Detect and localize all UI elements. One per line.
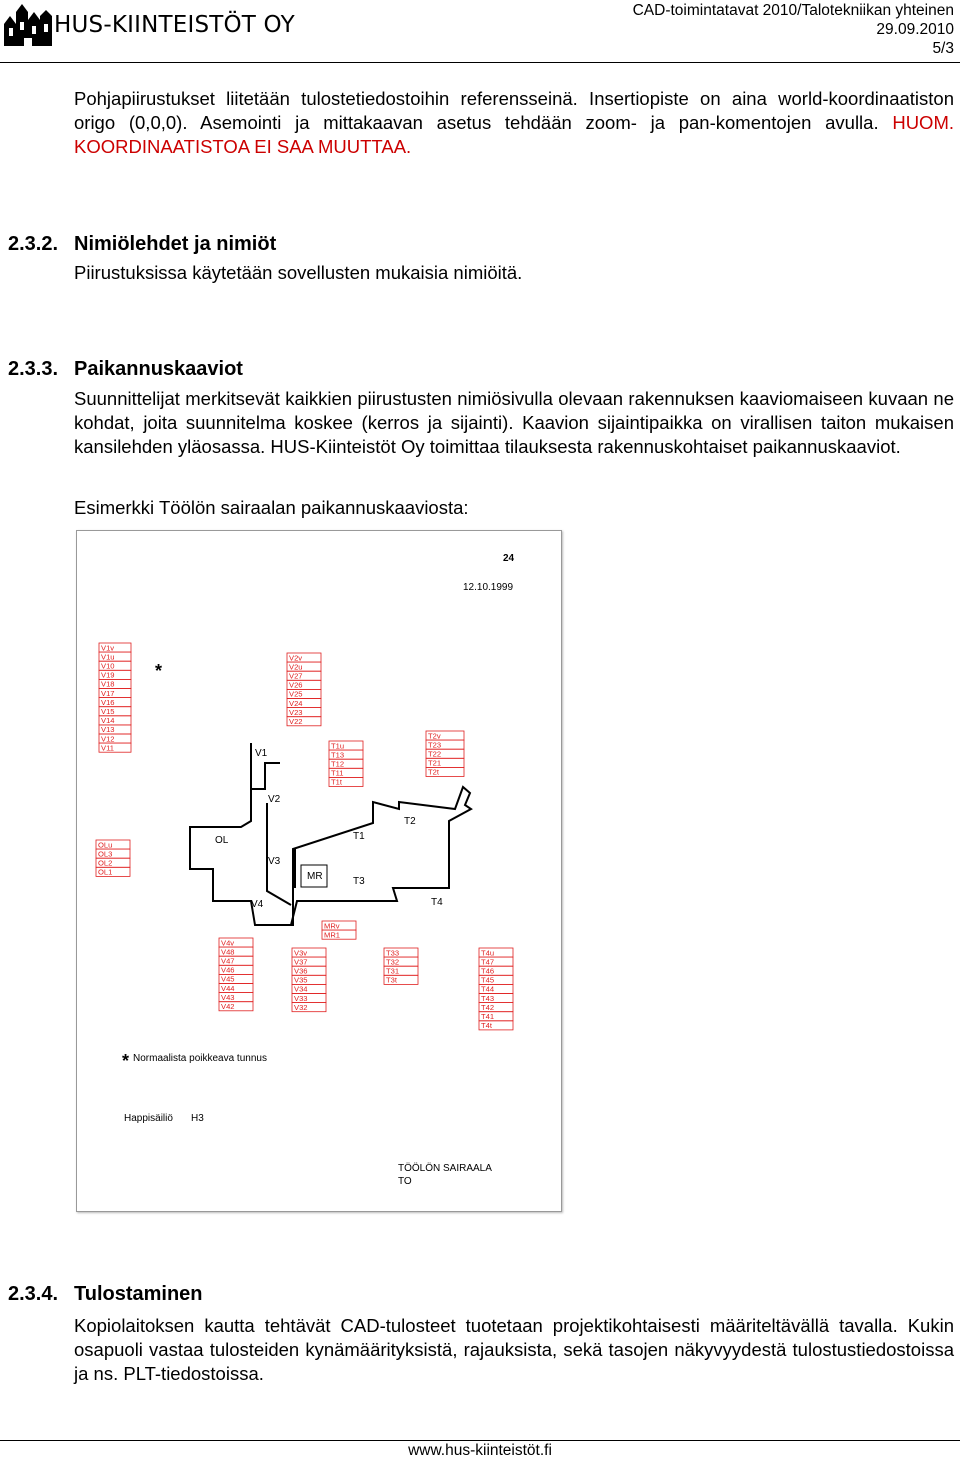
wing-label-t2: T2 <box>404 816 416 827</box>
floor-code-t4: T42 <box>481 1002 495 1012</box>
floor-code-v1: V1u <box>101 652 115 662</box>
floor-code-t3: T31 <box>386 966 400 976</box>
floor-code-mr: MR1 <box>324 930 341 940</box>
section-heading-2-3-4 <box>8 1283 203 1306</box>
site-name: TÖÖLÖN SAIRAALA <box>398 1163 492 1174</box>
header-divider <box>0 62 960 63</box>
location-diagram <box>76 530 562 1212</box>
diagram-svg <box>77 531 561 1211</box>
floor-code-ol: OL1 <box>98 867 113 877</box>
floor-code-v1: V1v <box>101 643 115 653</box>
footer-url: www.hus-kiinteistöt.fi <box>408 1442 552 1459</box>
section-text-2-3-2: Piirustuksissa käytetään sovellusten mukaisia nimiöitä. <box>74 262 523 283</box>
wing-label-t3: T3 <box>353 876 365 887</box>
floor-code-t1: T11 <box>331 768 344 778</box>
sheet-number: 24 <box>503 553 515 564</box>
section-number: 2.3.2. <box>8 233 59 255</box>
tank-label: Happisäiliö <box>124 1113 173 1124</box>
document-title: CAD-toimintatavat 2010/Talotekniikan yhteinen <box>632 2 954 19</box>
floor-code-v2: V22 <box>289 717 303 726</box>
diagram-date: 12.10.1999 <box>463 582 514 593</box>
wing-label-v2: V2 <box>268 794 281 805</box>
footer-divider <box>0 1440 960 1441</box>
wing-label-v4: V4 <box>251 899 264 910</box>
section-number: 2.3.4. <box>8 1283 59 1305</box>
section-heading-2-3-3 <box>8 358 243 381</box>
floor-code-v2: V23 <box>289 707 303 717</box>
floor-code-v3: V32 <box>294 1002 308 1012</box>
floor-code-v2: V26 <box>289 680 303 690</box>
floor-code-t3: T3t <box>386 975 397 985</box>
floor-code-t3: T33 <box>386 948 400 958</box>
floor-code-v1: V17 <box>101 688 115 698</box>
asterisk-mark: * <box>155 661 163 681</box>
floor-code-v4: V47 <box>221 956 235 966</box>
wing-label-t1: T1 <box>353 831 365 842</box>
floor-code-v4: V48 <box>221 947 235 957</box>
floor-code-v4: V43 <box>221 992 235 1002</box>
section-text-2-3-4: Kopiolaitoksen kautta tehtävät CAD-tulosteet tuotetaan projektikohtaisesti määriteltävällä tavalla. Kukin osapuoli vastaa tulosteiden kynämäärityksistä, rajauksista, sekä tasojen näkyvyydestä tulostustiedostoissa ja ns. PLT-tiedostoissa. <box>74 1315 954 1384</box>
floor-code-t2: T21 <box>428 758 442 768</box>
floor-code-v1: V11 <box>101 743 114 753</box>
floor-code-v2: V27 <box>289 671 303 681</box>
floor-code-v3: V36 <box>294 966 308 976</box>
legend-asterisk: * <box>122 1051 130 1071</box>
intro-text: Pohjapiirustukset liitetään tulostetiedostoihin referensseinä. Insertiopiste on aina world-koordinaatiston origo (0,0,0). Asemointi ja mittakaavan asetus tehdään zoom- ja pan-komentojen avulla. <box>74 88 954 133</box>
section-heading-2-3-2 <box>8 233 276 256</box>
floor-code-v1: V16 <box>101 697 115 707</box>
floor-code-v4: V4v <box>221 938 235 948</box>
wing-label-v1: V1 <box>255 748 268 759</box>
floor-code-t4: T46 <box>481 966 495 976</box>
wing-label-ol: OL <box>215 835 229 846</box>
floor-code-v1: V15 <box>101 707 115 716</box>
logo <box>4 2 52 51</box>
floor-code-v2: V25 <box>289 689 303 699</box>
section-title: Paikannuskaaviot <box>74 358 243 380</box>
floor-code-v2: V24 <box>289 698 303 708</box>
castle-logo-icon <box>4 2 52 46</box>
floor-code-v4: V42 <box>221 1002 235 1011</box>
floor-code-t3: T32 <box>386 957 400 967</box>
floor-code-t4: T41 <box>481 1012 495 1021</box>
floor-code-t1: T12 <box>331 759 345 769</box>
intro-warning: HUOM. KOORDINAATISTOA EI SAA MUUTTAA. <box>74 112 954 157</box>
floor-code-ol: OL2 <box>98 858 113 868</box>
legend-note: Normaalista poikkeava tunnus <box>133 1053 267 1064</box>
document-date: 29.09.2010 <box>876 21 954 38</box>
floor-code-t4: T4t <box>481 1021 492 1031</box>
floor-code-t4: T45 <box>481 975 495 985</box>
section-title: Tulostaminen <box>74 1283 203 1305</box>
floor-code-t1: T1t <box>331 777 342 787</box>
floor-code-t4: T4u <box>481 948 495 958</box>
floor-code-t2: T23 <box>428 740 442 750</box>
floor-code-v3: V33 <box>294 993 308 1003</box>
intro-paragraph <box>74 87 954 159</box>
floor-code-t1: T1u <box>331 741 345 751</box>
section-text-2-3-3: Suunnittelijat merkitsevät kaikkien piirustusten nimiösivulla olevaan rakennuksen kaaviomaiseen kuvaan ne kohdat, joita suunnitelma koskee (kerros ja sijainti). Kaavion sijaintipaikka on virallisen taiton mukaisen kansilehden yläosassa. HUS-Kiinteistöt Oy toimittaa tilauksesta rakennuskohtaiset paikannuskaaviot. <box>74 388 954 457</box>
floor-code-v1: V10 <box>101 661 115 671</box>
site-code: TO <box>398 1176 412 1187</box>
floor-code-v4: V44 <box>221 983 235 993</box>
section-number: 2.3.3. <box>8 358 59 380</box>
floor-code-v3: V3v <box>294 948 308 958</box>
floor-code-v1: V12 <box>101 734 115 744</box>
brand-name: HUS-KIINTEISTÖT OY <box>54 12 295 38</box>
section-title: Nimiölehdet ja nimiöt <box>74 233 277 255</box>
floor-code-t4: T47 <box>481 957 495 967</box>
floor-code-v4: V46 <box>221 965 235 975</box>
floor-code-t1: T13 <box>331 750 345 760</box>
floor-code-t4: T44 <box>481 984 495 994</box>
floor-code-v4: V45 <box>221 974 235 984</box>
floor-code-v3: V37 <box>294 957 308 967</box>
floor-code-v1: V19 <box>101 670 115 680</box>
floor-code-v2: V2u <box>289 662 303 672</box>
floor-code-t2: T2v <box>428 731 441 741</box>
tank-code: H3 <box>191 1113 204 1124</box>
wing-label-t4: T4 <box>431 897 443 908</box>
floor-code-v3: V35 <box>294 975 308 985</box>
floor-code-v1: V14 <box>101 716 115 726</box>
floor-code-v1: V18 <box>101 679 115 689</box>
wing-label-v3: V3 <box>268 856 281 867</box>
floor-code-mr: MRv <box>324 921 340 931</box>
floor-code-t4: T43 <box>481 993 495 1003</box>
floor-code-ol: OLu <box>98 840 113 850</box>
floor-code-t2: T22 <box>428 749 442 759</box>
example-label: Esimerkki Töölön sairaalan paikannuskaaviosta: <box>74 497 469 518</box>
floor-code-t2: T2t <box>428 767 439 777</box>
wing-label-mr: MR <box>307 871 323 882</box>
floor-code-v1: V13 <box>101 725 115 735</box>
page-number: 5/3 <box>932 40 954 57</box>
floor-code-lists <box>96 643 513 1030</box>
floor-code-v2: V2v <box>289 653 303 663</box>
floor-code-v3: V34 <box>294 984 308 994</box>
floor-code-ol: OL3 <box>98 849 113 859</box>
